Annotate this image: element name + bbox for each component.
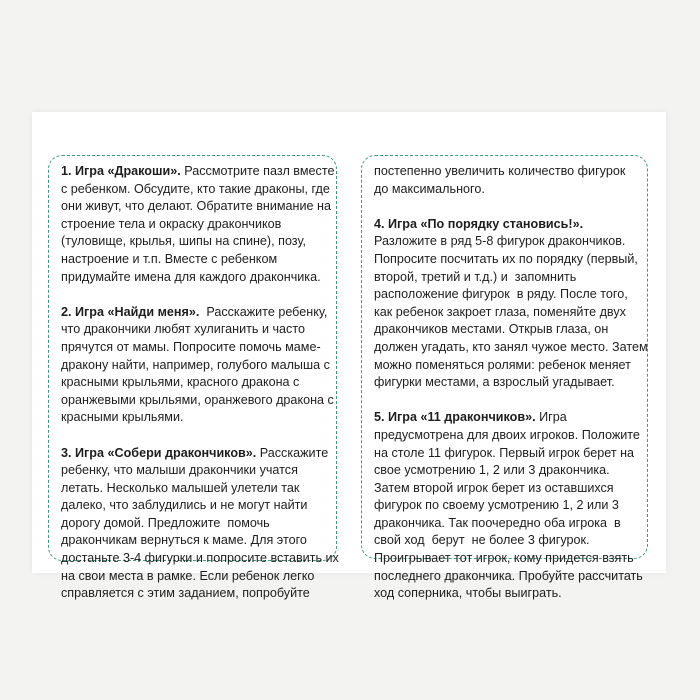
left-panel: [48, 155, 339, 601]
game-4-title: 4. Игра «По порядку становись!».: [374, 216, 584, 231]
game-4-line-up: 4. Игра «По порядку становись!». Разложите в ряд 5-8 фигурок дракончиков. Попросите посчитать их по порядку (первый, второй, третий и т.д.) и запомнить расположение фигурок в ряду. После того, как ребенок закроет глаза, поменяйте двух дракончиков местами. Открыв глаза, он должен угадать, кто занял чужое место. Затем можно поменяться ролями: ребенок меняет фигурки местами, а взрослый угадывает.: [374, 216, 648, 390]
game-3-title: 3. Игра «Собери дракончиков».: [61, 445, 257, 460]
game-5-eleven-dragons: 5. Игра «11 дракончиков». Игра предусмотрена для двоих игроков. Положите на столе 11 фигурок. Первый игрок берет на свое усмотрению 1, 2 или 3 дракончика. Затем второй игрок берет из оставшихся фигурок по своему усмотрению 1, 2 или 3 дракончика. Так поочередно оба игрока в свой ход берут не более 3 фигурок. Проигрывает тот игрок, кому придется взять последнего дракончика. Пробуйте рассчитать ход соперника, чтобы выиграть.: [374, 410, 643, 601]
game-5-title: 5. Игра «11 дракончиков».: [374, 410, 536, 425]
game-3-collect-dragons: 3. Игра «Собери дракончиков». Расскажите ребенку, что малыши дракончики учатся летать. Несколько малышей улетели так далеко, что заблудились и не могут найти дорогу домой. Предложите помочь дракончикам вернуться к маме. Для этого достаньте 3-4 фигурки и попросите вставить их на свои места в рамке. Если ребенок легко справляется с этим заданием, попробуйте: [61, 445, 339, 601]
game-1-title: 1. Игра «Дракоши».: [61, 164, 181, 178]
game-3-continuation: постепенно увеличить количество фигурок до максимального.: [374, 164, 626, 196]
right-panel: [361, 155, 648, 601]
instruction-card: [32, 112, 666, 601]
game-2-title: 2. Игра «Найди меня».: [61, 304, 200, 319]
game-2-find-me: 2. Игра «Найди меня». Расскажите ребенку, что дракончики любят хулиганить и часто прячутся от мамы. Попросите помочь маме- дракону найти, например, голубого малыша с красными крыльями, красного дракона с оранжевыми крыльями, оранжевого дракона с красными крыльями.: [61, 304, 334, 425]
game-1-dragons: 1. Игра «Дракоши». Рассмотрите пазл вместе с ребенком. Обсудите, кто такие драконы, где они живут, что делают. Обратите внимание на строение тела и окраску дракончиков (туловище, крылья, шипы на спине), позу, настроение и т.п. Вместе с ребенком придумайте имена для каждого дракончика.: [61, 164, 335, 284]
